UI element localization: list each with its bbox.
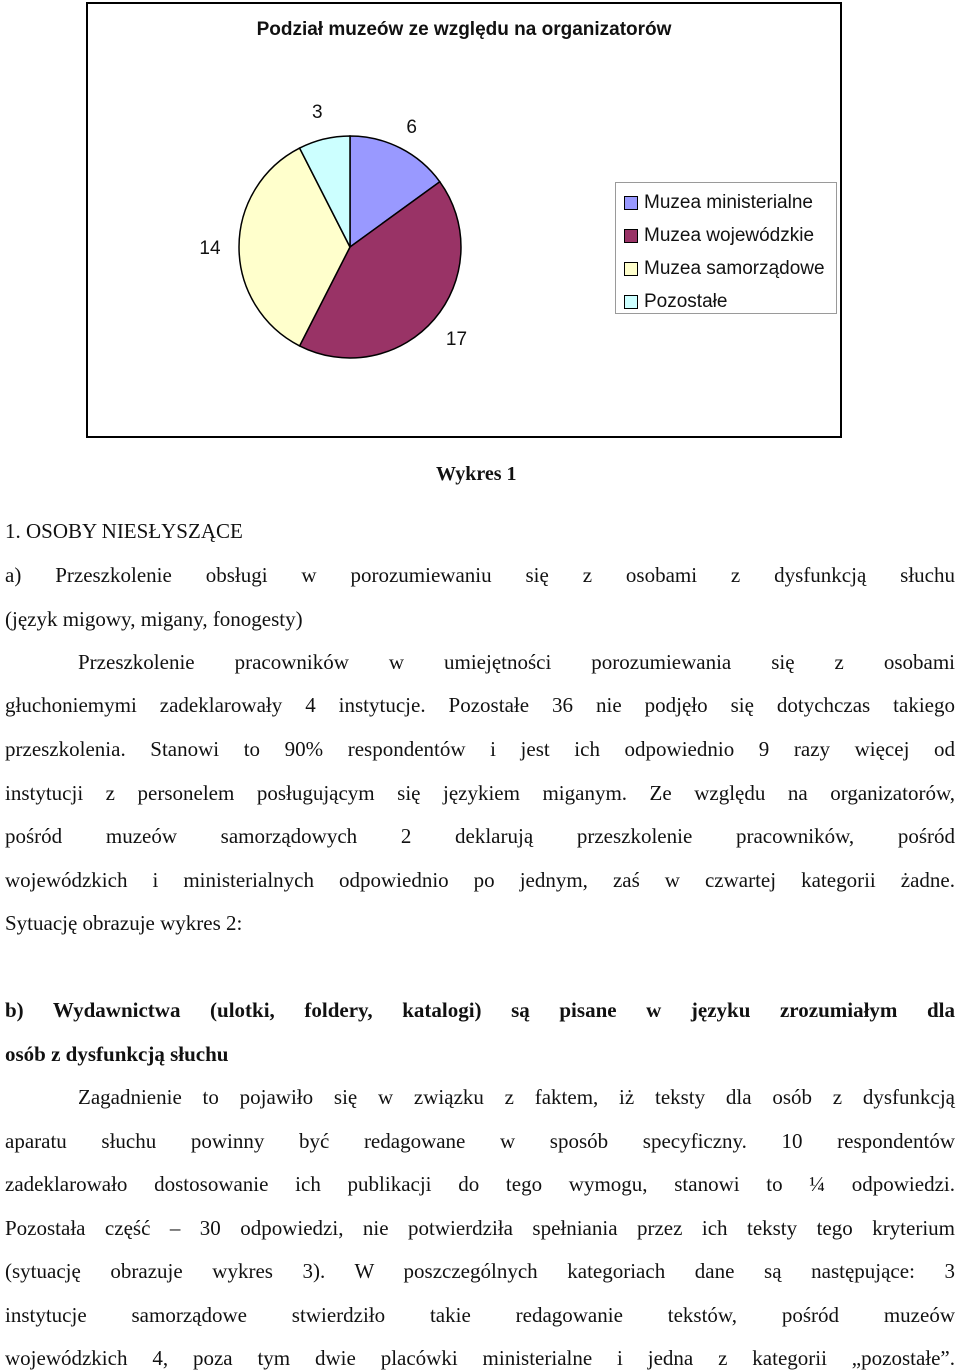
paragraph-line: głuchoniemymi zadeklarowały 4 instytucje. Pozostałe 36 nie podjęło się dotychczas takiego xyxy=(5,693,955,717)
subheading-b-cont: osób z dysfunkcją słuchu xyxy=(5,1042,229,1066)
legend-item xyxy=(624,257,825,281)
legend-item xyxy=(624,191,813,215)
pie-data-label: 6 xyxy=(406,116,417,138)
paragraph-line: instytucji z personelem posługującym się językiem miganym. Ze względu na organizatorów, xyxy=(5,781,955,805)
subheading-a: a) Przeszkolenie obsługi w porozumiewaniu się z osobami z dysfunkcją słuchu xyxy=(5,563,955,587)
chart-caption: Wykres 1 xyxy=(436,463,517,485)
paragraph-line: przeszkolenia. Stanowi to 90% respondentów i jest ich odpowiednio 9 razy więcej od xyxy=(5,737,955,761)
legend-label: Muzea wojewódzkie xyxy=(644,225,815,246)
paragraph-line: wojewódzkich i ministerialnych odpowiednio po jednym, zaś w czwartej kategorii żadne. xyxy=(5,868,955,892)
pie-data-label: 14 xyxy=(199,238,221,259)
legend-label: Muzea samorządowe xyxy=(644,258,825,279)
subheading-b: b) Wydawnictwa (ulotki, foldery, katalogi) są pisane w języku zrozumiałym dla xyxy=(5,998,955,1022)
paragraph-line: Przeszkolenie pracowników w umiejętności porozumiewania się z osobami xyxy=(78,650,955,674)
chart-frame xyxy=(86,2,842,438)
legend-label: Muzea ministerialne xyxy=(644,192,813,213)
legend-item xyxy=(624,290,727,314)
legend-swatch xyxy=(624,196,638,210)
legend-item xyxy=(624,224,814,248)
chart-legend xyxy=(615,182,837,314)
paragraph-line: pośród muzeów samorządowych 2 deklarują przeszkolenie pracowników, pośród xyxy=(5,824,955,848)
paragraph-line: Sytuację obrazuje wykres 2: xyxy=(5,911,243,935)
chart-title: Podział muzeów ze względu na organizatorów xyxy=(256,19,672,40)
paragraph-line: instytucje samorządowe stwierdziło takie redagowanie tekstów, pośród muzeów xyxy=(5,1303,955,1327)
pie-data-label: 3 xyxy=(312,101,323,123)
paragraph-line: (sytuację obrazuje wykres 3). W poszczególnych kategoriach dane są następujące: 3 xyxy=(5,1259,955,1283)
legend-swatch xyxy=(624,295,638,309)
legend-swatch xyxy=(624,262,638,276)
paragraph-line: Zagadnienie to pojawiło się w związku z faktem, iż teksty dla osób z dysfunkcją xyxy=(78,1085,955,1109)
legend-swatch xyxy=(624,229,638,243)
subheading-a-cont: (język migowy, migany, fonogesty) xyxy=(5,607,303,631)
paragraph-line: wojewódzkich 4, poza tym dwie placówki ministerialne i jedna z kategorii „pozostałe”. xyxy=(5,1346,955,1370)
paragraph-line: aparatu słuchu powinny być redagowane w sposób specyficzny. 10 respondentów xyxy=(5,1129,955,1153)
paragraph-line: Pozostała część – 30 odpowiedzi, nie potwierdziła spełniania przez ich teksty tego kryterium xyxy=(5,1216,955,1240)
section-heading: 1. OSOBY NIESŁYSZĄCE xyxy=(5,519,243,543)
paragraph-line: zadeklarowało dostosowanie ich publikacji do tego wymogu, stanowi to ¼ odpowiedzi. xyxy=(5,1172,955,1196)
pie-data-label: 17 xyxy=(445,328,468,350)
legend-label: Pozostałe xyxy=(644,291,728,312)
